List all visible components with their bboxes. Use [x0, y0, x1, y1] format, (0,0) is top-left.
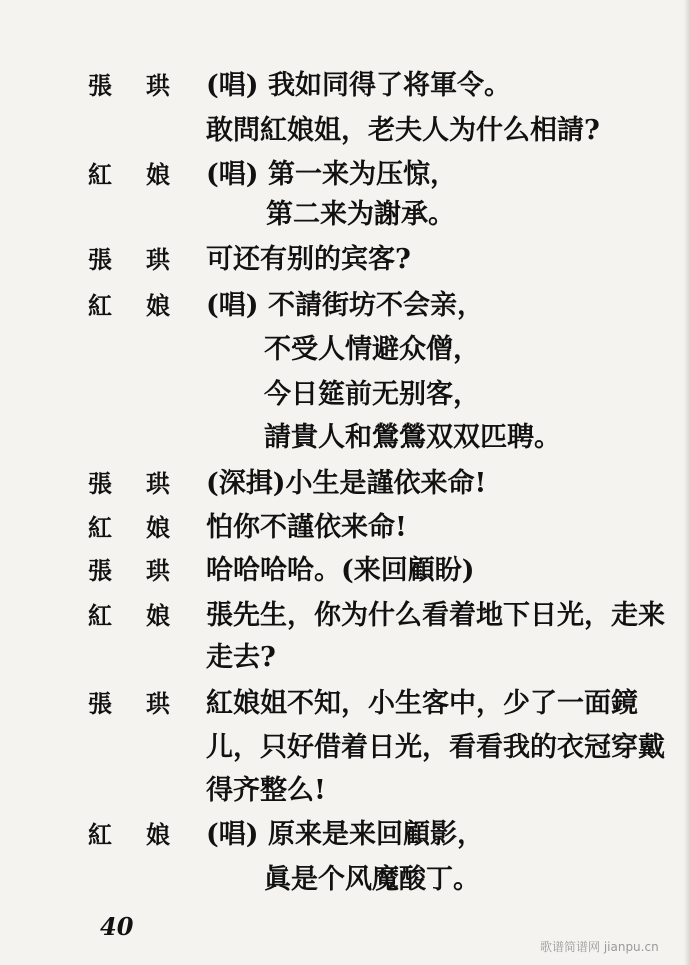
dialogue-text: (唱) 我如同得了将軍令。 — [206, 70, 511, 101]
dialogue-text: 請貴人和鶯鶯双双匹聘。 — [264, 422, 561, 453]
speaker-char-2: 珙 — [146, 556, 170, 585]
dialogue-text: (深揖)小生是謹依来命! — [206, 468, 487, 499]
dialogue-line — [0, 375, 690, 415]
dialogue-line — [0, 66, 690, 106]
dialogue-line — [0, 240, 690, 280]
dialogue-text: 張先生，你为什么看着地下日光，走来 — [206, 600, 665, 631]
dialogue-text: 哈哈哈哈。(来回顧盼) — [206, 555, 475, 586]
speaker-char-2: 娘 — [146, 160, 170, 189]
speaker-char-1: 張 — [88, 556, 112, 585]
dialogue-text: (唱) 不請街坊不会亲， — [206, 290, 484, 321]
dialogue-text: 今日筵前无别客， — [264, 379, 480, 410]
dialogue-line — [0, 464, 690, 504]
dialogue-text: 敢問紅娘姐，老夫人为什么相請? — [206, 115, 600, 146]
speaker-char-2: 珙 — [146, 689, 170, 718]
dialogue-line — [0, 286, 690, 326]
speaker-char-2: 娘 — [146, 513, 170, 542]
dialogue-text: 走去? — [206, 642, 276, 673]
dialogue-line — [0, 728, 690, 768]
speaker-char-1: 紅 — [88, 291, 112, 320]
speaker-char-1: 紅 — [88, 820, 112, 849]
dialogue-line — [0, 111, 690, 151]
dialogue-line — [0, 815, 690, 855]
speaker-char-2: 珙 — [146, 71, 170, 100]
dialogue-line — [0, 596, 690, 636]
dialogue-line — [0, 551, 690, 591]
dialogue-text: 第二来为謝承。 — [266, 199, 455, 230]
speaker-char-2: 珙 — [146, 469, 170, 498]
dialogue-line — [0, 155, 690, 195]
dialogue-line — [0, 330, 690, 370]
speaker-char-2: 娘 — [146, 601, 170, 630]
speaker-char-1: 紅 — [88, 601, 112, 630]
dialogue-text: (唱) 第一来为压惊， — [206, 159, 457, 190]
page-number: 40 — [100, 912, 134, 941]
dialogue-line — [0, 195, 690, 235]
dialogue-line — [0, 418, 690, 458]
dialogue-text: 怕你不謹依来命! — [206, 512, 407, 543]
dialogue-text: 得齐整么! — [206, 775, 326, 806]
dialogue-line — [0, 508, 690, 548]
dialogue-text: 不受人情避众僧， — [264, 334, 480, 365]
speaker-char-1: 張 — [88, 71, 112, 100]
dialogue-text: 儿，只好借着日光，看看我的衣冠穿戴 — [206, 732, 665, 763]
speaker-char-1: 紅 — [88, 160, 112, 189]
speaker-char-1: 紅 — [88, 513, 112, 542]
dialogue-line — [0, 860, 690, 900]
speaker-char-2: 珙 — [146, 245, 170, 274]
watermark: 歌谱简谱网 jianpu.cn — [540, 940, 659, 954]
dialogue-line — [0, 684, 690, 724]
dialogue-text: (唱) 原来是来回顧影， — [206, 819, 484, 850]
speaker-char-1: 張 — [88, 469, 112, 498]
dialogue-line — [0, 638, 690, 678]
dialogue-text: 可还有别的宾客? — [206, 244, 411, 275]
speaker-char-1: 張 — [88, 689, 112, 718]
dialogue-text: 紅娘姐不知，小生客中，少了一面鏡 — [206, 688, 638, 719]
speaker-char-2: 娘 — [146, 291, 170, 320]
speaker-char-1: 張 — [88, 245, 112, 274]
page-edge-shadow — [684, 0, 690, 965]
dialogue-text: 眞是个风魔酸丁。 — [264, 864, 480, 895]
dialogue-line — [0, 771, 690, 811]
speaker-char-2: 娘 — [146, 820, 170, 849]
